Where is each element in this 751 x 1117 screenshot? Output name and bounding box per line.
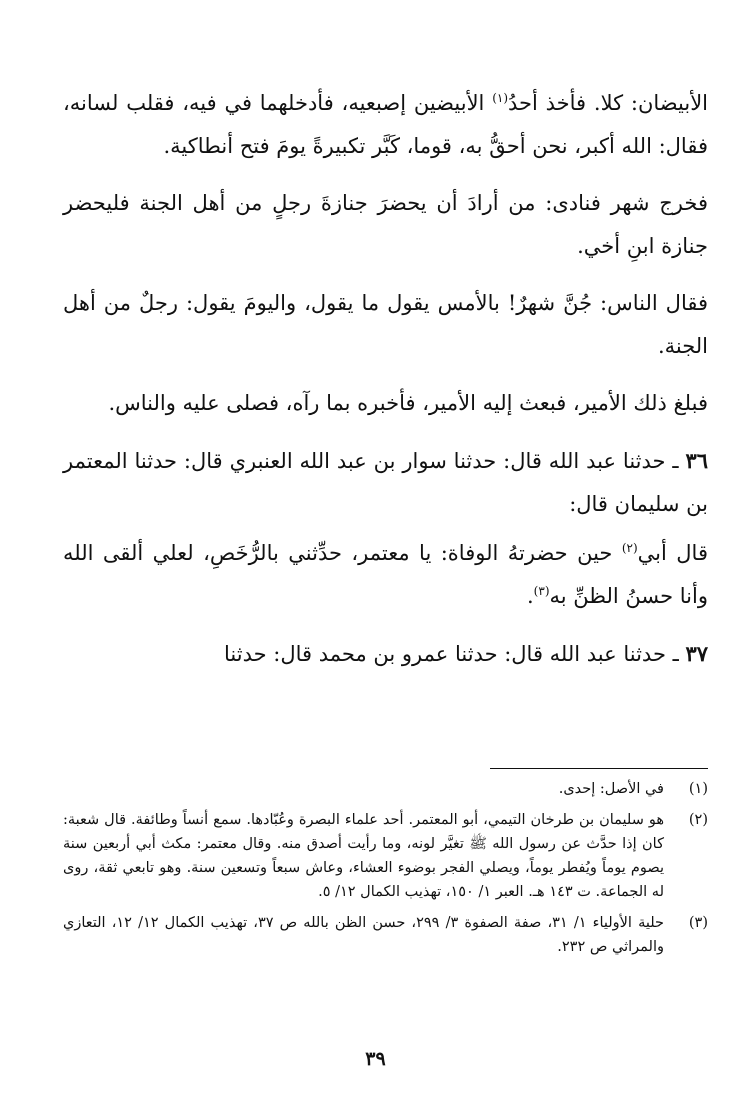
footnote-mark: (٢) xyxy=(688,812,708,828)
footnote-mark: (١) xyxy=(688,781,708,797)
footnote-ref-2[interactable]: (٢) xyxy=(621,541,638,555)
footnote-text: هو سليمان بن طرخان التيمي، أبو المعتمر. أحد علماء البصرة وعُبّادها. سمع أنساً وطائفة. قال شعبة: كان إذا حدَّث عن رسول الله ﷺ تغيَّر لونه، وما رأيت أصدق منه. وقال معتمر: مكث أبي أربعين سنة يصوم يوماً ويُفطر يوماً، ويصلي الفجر بوضوء العشاء، وعاش سبعاً وتسعين سنة. وهو تابعي ثقة، روى له الجماعة. ت ١٤٣ هـ. العبر ١/ ١٥٠، تهذيب الكمال ١٢/ ٥. xyxy=(63,812,664,900)
footnote-2 xyxy=(63,808,708,904)
footnotes xyxy=(63,777,708,966)
footnote-ref-3[interactable]: (٣) xyxy=(533,584,550,598)
paragraph-3: فقال الناس: جُنَّ شهرٌ! بالأمس يقول ما يقول، واليومَ يقول: رجلٌ من أهل الجنة. xyxy=(63,291,708,358)
footnote-ref-1[interactable]: (١) xyxy=(492,91,509,105)
footnote-mark: (٣) xyxy=(688,915,708,931)
paragraph-5: ٣٦ ـ حدثنا عبد الله قال: حدثنا سوار بن عبد الله العنبري قال: حدثنا المعتمر بن سليمان قال: xyxy=(63,448,708,516)
paragraph-6: قال أبي$^{(٢)}$ حين حضرتهُ الوفاة: يا معتمر، حدِّثني بالرُّخَصِ، لعلي ألقى الله وأنا حسنُ الظنِّ به$^{(٣)}$. xyxy=(63,541,708,608)
footnote-text: في الأصل: إحدى. xyxy=(558,781,664,797)
main-text xyxy=(63,82,708,690)
footnote-text: حلية الأولياء ١/ ٣١، صفة الصفوة ٣/ ٢٩٩، حسن الظن بالله ص ٣٧، تهذيب الكمال ١٢/ ١٢، التعازي والمراثي ص ٢٣٢. xyxy=(63,915,664,955)
paragraph-2: فخرج شهر فنادى: من أرادَ أن يحضرَ جنازةَ رجلٍ من أهل الجنة فليحضر جنازة ابنِ أخي. xyxy=(63,191,708,258)
hadith-number-36: ٣٦ xyxy=(685,448,708,473)
hadith-number-37: ٣٧ xyxy=(685,641,708,666)
footnote-divider xyxy=(490,768,708,769)
footnote-1 xyxy=(63,777,708,801)
page-number: ٣٩ xyxy=(365,1048,386,1070)
footnote-3 xyxy=(63,911,708,959)
paragraph-1: الأبيضان: كلا. فأخذ أحدُ$^{(١)}$ الأبيضين إصبعيه، فأدخلهما في فيه، فقلب لسانه، فقال: الله أكبر، نحن أحقُّ به، قوما، كَبَّر تكبيرةً يومَ فتح أنطاكية. xyxy=(63,91,708,158)
paragraph-7: ٣٧ ـ حدثنا عبد الله قال: حدثنا عمرو بن محمد قال: حدثنا xyxy=(224,641,708,666)
paragraph-4: فبلغ ذلك الأمير، فبعث إليه الأمير، فأخبره بما رآه، فصلى عليه والناس. xyxy=(108,391,708,415)
